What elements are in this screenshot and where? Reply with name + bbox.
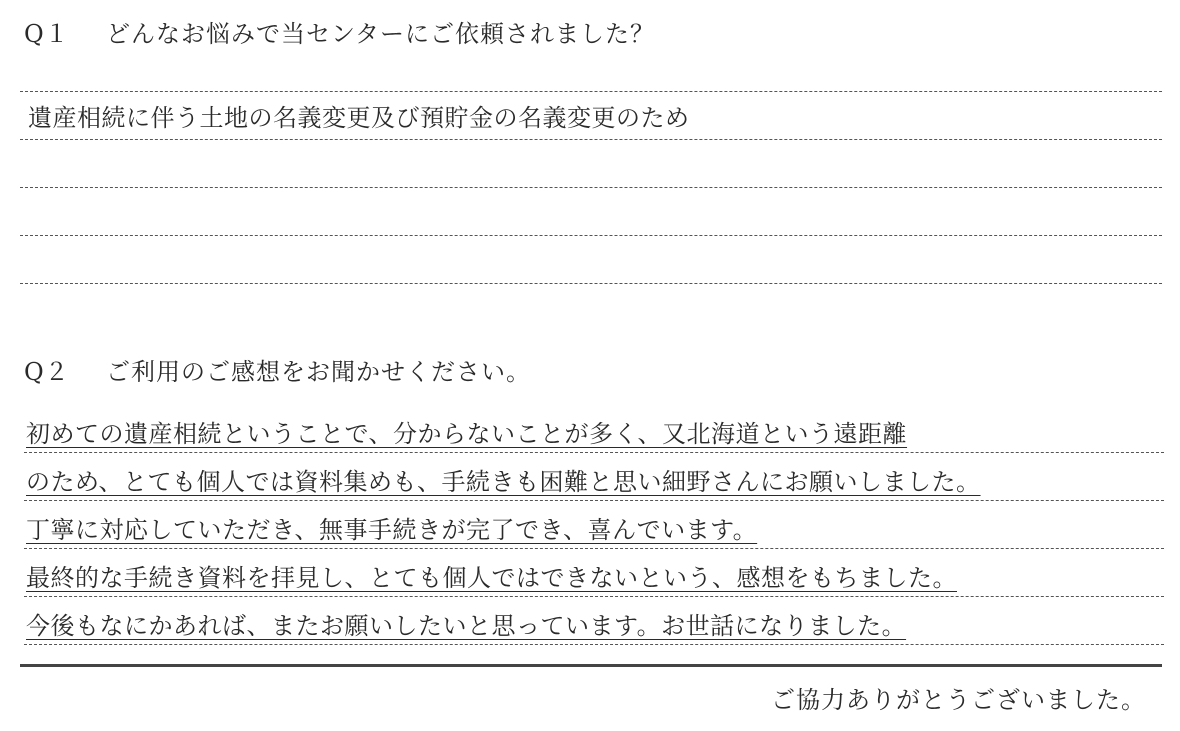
thanks-message: ご協力ありがとうございました。 [771,686,1146,714]
section-divider [20,664,1162,667]
answer-2-line [24,501,1164,549]
question-1 [24,14,655,49]
answer-2-line [24,549,1164,597]
answer-2-line [24,405,1164,453]
answer-2-block [24,405,1164,645]
answer-2-line-text: 丁寧に対応していただき、無事手続きが完了でき、喜んでいます。 [26,516,758,544]
answer-1-line-1 [20,139,1162,140]
question-1-text: どんなお悩みで当センターにご依頼されました？ [106,20,656,48]
answer-2-line [24,597,1164,645]
question-2-number: Q２ [24,358,70,386]
answer-1-line-top [20,91,1162,92]
question-1-number: Q１ [24,20,70,48]
answer-2-line-text: 今後もなにかあれば、またお願いしたいと思っています。お世話になりました。 [26,612,907,640]
answer-2-line-text: 初めての遺産相続ということで、分からないことが多く、又北海道という遠距離 [26,420,908,448]
question-2 [24,352,531,387]
answer-1-line-3 [20,235,1162,236]
answer-2-line-text: のため、とても個人では資料集めも、手続きも困難と思い細野さんにお願いしました。 [26,468,981,496]
answer-2-line-text: 最終的な手続き資料を拝見し、とても個人ではできないという、感想をもちました。 [26,564,957,592]
answer-1-text: 遺産相続に伴う土地の名義変更及び預貯金の名義変更のため [28,104,690,132]
question-2-text: ご利用のご感想をお聞かせください。 [106,358,531,386]
answer-1-line-4 [20,283,1162,284]
answer-2-line [24,453,1164,501]
answer-1-line-2 [20,187,1162,188]
